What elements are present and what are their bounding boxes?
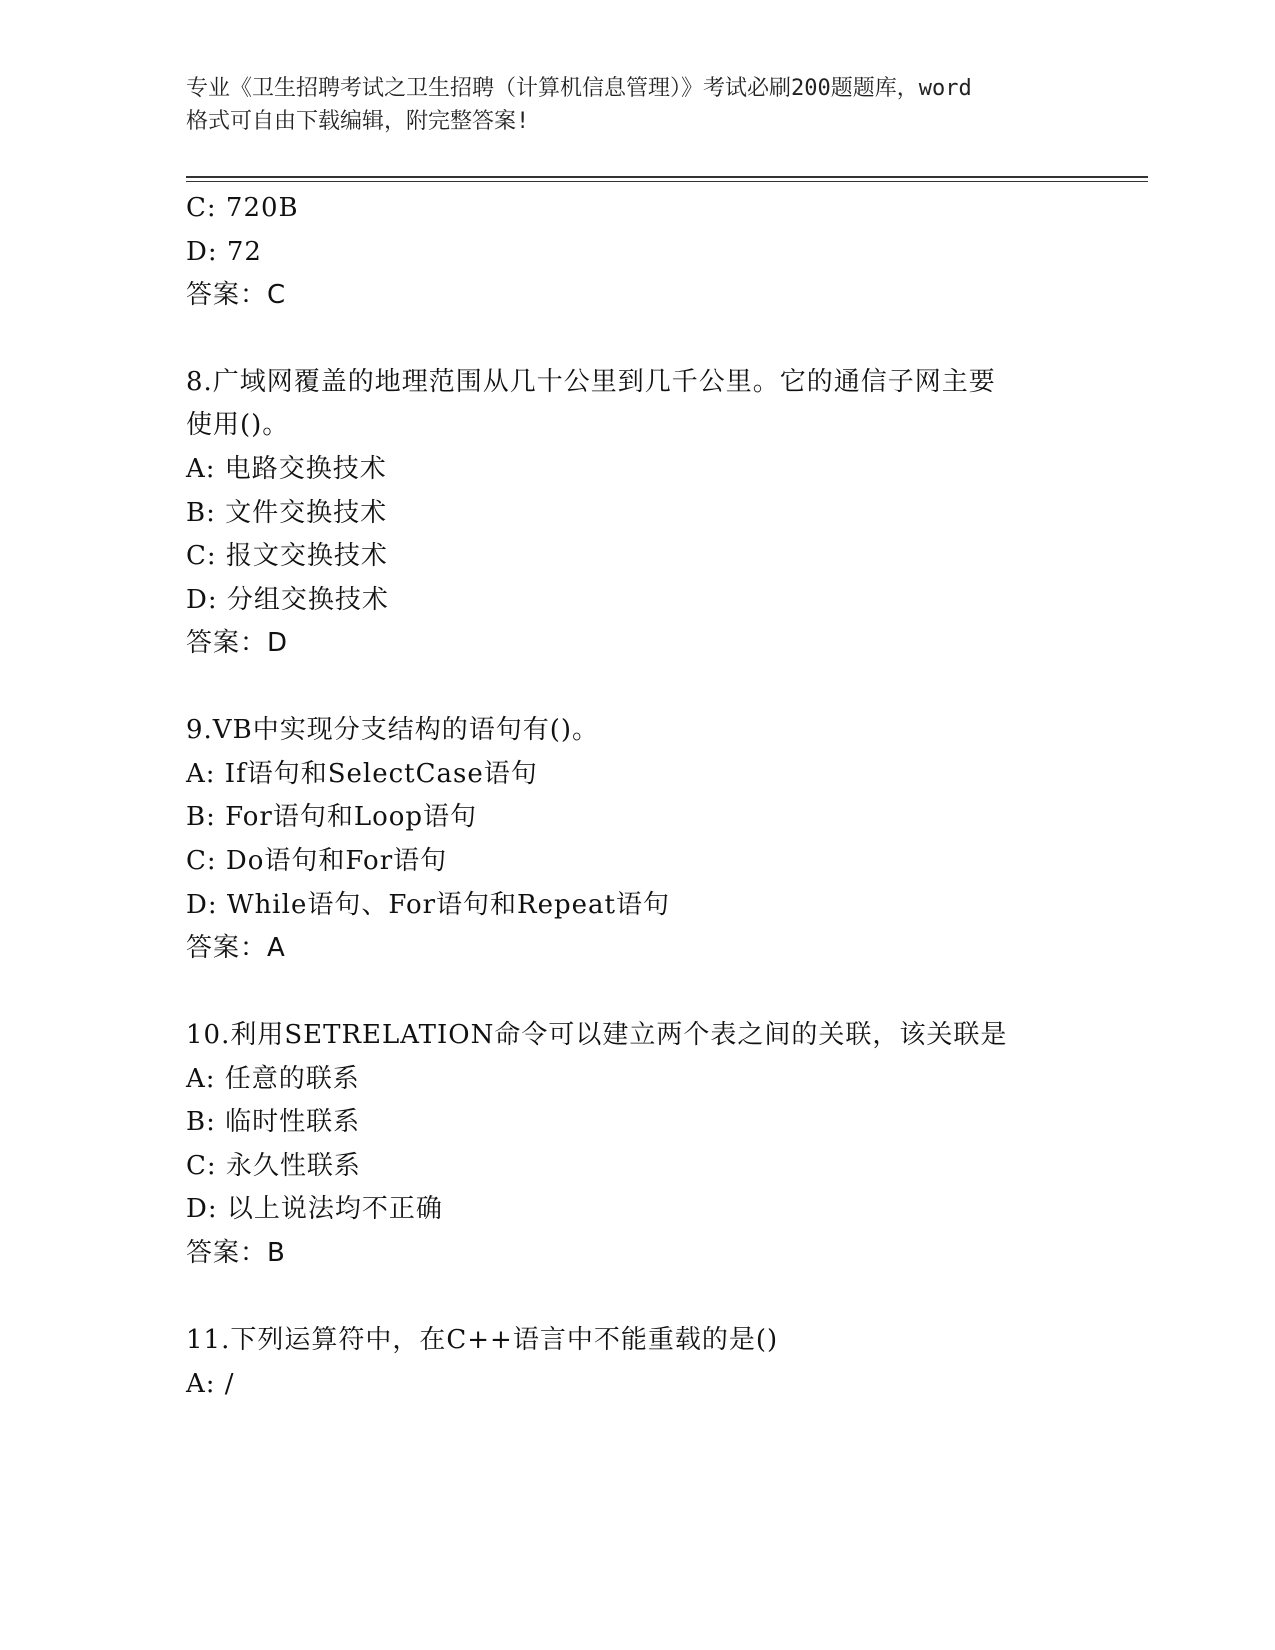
q8-option-a: A: 电路交换技术 bbox=[186, 454, 387, 484]
q11-option-a: A: / bbox=[186, 1369, 235, 1399]
document-header bbox=[186, 72, 1086, 138]
q8-stem-line-1: 8.广域网覆盖的地理范围从几十公里到几千公里。它的通信子网主要 bbox=[186, 367, 996, 397]
header-line-1: 专业《卫生招聘考试之卫生招聘（计算机信息管理）》考试必刷200题题库，word bbox=[186, 76, 972, 101]
q9-option-c: C: Do语句和For语句 bbox=[186, 846, 448, 876]
q10-option-c: C: 永久性联系 bbox=[186, 1151, 361, 1181]
q8-stem-line-2: 使用()。 bbox=[186, 410, 290, 440]
q9-option-b: B: For语句和Loop语句 bbox=[186, 802, 478, 832]
header-divider-thin bbox=[186, 181, 1148, 182]
q10-option-a: A: 任意的联系 bbox=[186, 1064, 360, 1094]
q7-answer: 答案：C bbox=[186, 280, 287, 310]
q9-option-d: D: While语句、For语句和Repeat语句 bbox=[186, 890, 670, 920]
q7-option-d: D: 72 bbox=[186, 237, 262, 267]
q8-option-c: C: 报文交换技术 bbox=[186, 541, 388, 571]
q8-answer: 答案：D bbox=[186, 628, 289, 658]
q8-option-d: D: 分组交换技术 bbox=[186, 585, 389, 615]
q10-option-b: B: 临时性联系 bbox=[186, 1107, 361, 1137]
q10-stem: 10.利用SETRELATION命令可以建立两个表之间的关联，该关联是 bbox=[186, 1020, 1008, 1050]
q9-stem: 9.VB中实现分支结构的语句有()。 bbox=[186, 715, 599, 745]
q9-option-a: A: If语句和SelectCase语句 bbox=[186, 759, 538, 789]
q10-option-d: D: 以上说法均不正确 bbox=[186, 1194, 443, 1224]
q9-answer: 答案：A bbox=[186, 933, 286, 963]
q10-answer: 答案：B bbox=[186, 1238, 286, 1268]
header-line-2: 格式可自由下载编辑，附完整答案! bbox=[186, 109, 530, 134]
q11-stem: 11.下列运算符中，在C++语言中不能重载的是() bbox=[186, 1325, 779, 1355]
q7-option-c: C: 720B bbox=[186, 193, 299, 223]
q8-option-b: B: 文件交换技术 bbox=[186, 498, 388, 528]
header-divider-thick bbox=[186, 176, 1148, 178]
